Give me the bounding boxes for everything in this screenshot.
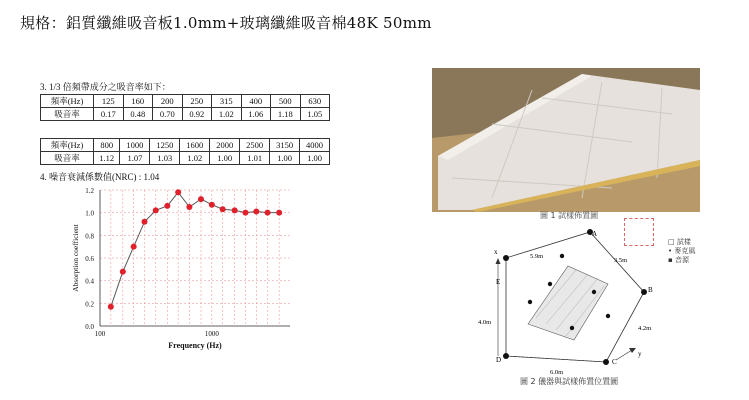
table-cell: 0.17 bbox=[94, 108, 124, 121]
row-header: 頻率(Hz) bbox=[41, 95, 94, 108]
sample-photo bbox=[432, 68, 700, 212]
row-header: 頻率(Hz) bbox=[41, 139, 94, 152]
absorption-chart bbox=[40, 180, 310, 355]
data-point bbox=[175, 189, 181, 195]
table-cell: 2000 bbox=[210, 139, 240, 152]
table-cell: 1.12 bbox=[94, 152, 120, 165]
y-axis-label: Absorption coefficient bbox=[71, 224, 80, 292]
table-row bbox=[41, 152, 330, 165]
data-point bbox=[198, 196, 204, 202]
data-point bbox=[220, 206, 226, 212]
y-tick-label: 0.0 bbox=[85, 323, 94, 331]
microphone-marker bbox=[570, 326, 574, 330]
dimension-top: 5.9m bbox=[530, 253, 544, 260]
table-cell: 1.18 bbox=[271, 108, 301, 121]
x-axis-label: Frequency (Hz) bbox=[168, 341, 222, 350]
dimension-right: 4.2m bbox=[638, 325, 652, 332]
data-point bbox=[276, 210, 282, 216]
sample-area bbox=[528, 266, 608, 340]
x-tick-label: 100 bbox=[94, 330, 106, 338]
microphone-marker bbox=[528, 300, 532, 304]
absorption-table-1 bbox=[40, 94, 330, 121]
table-cell: 1.00 bbox=[270, 152, 300, 165]
photo-caption: 圖 1 試樣佈置圖 bbox=[540, 211, 599, 220]
table-cell: 125 bbox=[94, 95, 124, 108]
y-tick-label: 0.6 bbox=[85, 255, 94, 263]
table-cell: 0.70 bbox=[153, 108, 183, 121]
y-tick-label: 1.0 bbox=[85, 209, 94, 218]
sample-photo-image bbox=[432, 68, 700, 212]
data-point bbox=[232, 207, 238, 213]
table-cell: 500 bbox=[271, 95, 301, 108]
y-axis-arrow bbox=[616, 350, 632, 360]
table-cell: 1.01 bbox=[240, 152, 270, 165]
table-cell: 1600 bbox=[180, 139, 210, 152]
sound-source-marker bbox=[503, 255, 509, 261]
table-cell: 1.02 bbox=[180, 152, 210, 165]
series-line bbox=[111, 192, 279, 306]
page-title: 規格：鋁質纖維吸音板1.0mm+玻璃纖維吸音棉48K 50mm bbox=[20, 14, 432, 32]
diagram-legend bbox=[668, 238, 695, 265]
data-point bbox=[265, 210, 271, 216]
dimension-left: 4.0m bbox=[478, 319, 492, 326]
data-point bbox=[108, 304, 114, 310]
axis-label-y: y bbox=[638, 350, 642, 358]
sound-source-marker bbox=[641, 289, 647, 295]
table-row bbox=[41, 95, 330, 108]
y-tick-label: 0.4 bbox=[85, 277, 94, 286]
legend-item-sample: □ 試樣 bbox=[668, 238, 691, 246]
data-point bbox=[253, 209, 259, 215]
table-cell: 3150 bbox=[270, 139, 300, 152]
data-point bbox=[209, 202, 215, 208]
y-tick-label: 1.2 bbox=[85, 187, 94, 195]
nrc-label: 4. 噪音衰減係數值(NRC) : 1.04 bbox=[40, 172, 160, 182]
point-label-b: B bbox=[648, 286, 653, 294]
table-cell: 400 bbox=[241, 95, 271, 108]
microphone-marker bbox=[560, 254, 564, 258]
data-point bbox=[186, 204, 192, 210]
x-tick-label: 1000 bbox=[204, 330, 219, 338]
sound-source-marker bbox=[603, 359, 609, 365]
table-cell: 0.92 bbox=[182, 108, 212, 121]
table-cell: 250 bbox=[182, 95, 212, 108]
y-tick-label: 0.8 bbox=[85, 232, 94, 241]
diagram-caption: 圖 2 儀器與試樣佈置位置圖 bbox=[520, 377, 619, 386]
table-cell: 160 bbox=[123, 95, 153, 108]
microphone-marker bbox=[606, 314, 610, 318]
room-layout-diagram bbox=[476, 228, 666, 378]
dimension-bottom: 6.0m bbox=[550, 369, 564, 376]
table-cell: 1.07 bbox=[120, 152, 150, 165]
sound-source-marker bbox=[503, 353, 509, 359]
table-cell: 2500 bbox=[240, 139, 270, 152]
point-label-d: D bbox=[496, 356, 502, 364]
table-cell: 1.05 bbox=[300, 108, 330, 121]
data-point bbox=[120, 269, 126, 275]
table-cell: 1.02 bbox=[212, 108, 242, 121]
table-cell: 1.00 bbox=[300, 152, 330, 165]
axis-label-x: x bbox=[494, 248, 498, 256]
table-cell: 1000 bbox=[120, 139, 150, 152]
point-label-e: E bbox=[496, 278, 501, 286]
data-point bbox=[153, 207, 159, 213]
y-tick-label: 0.2 bbox=[85, 300, 94, 309]
point-label-c: C bbox=[612, 358, 617, 366]
table-cell: 1.06 bbox=[241, 108, 271, 121]
absorption-table-2 bbox=[40, 138, 330, 165]
data-point bbox=[142, 219, 148, 225]
microphone-marker bbox=[548, 282, 552, 286]
point-label-a: A bbox=[592, 230, 598, 238]
data-point bbox=[131, 244, 137, 250]
row-header: 吸音率 bbox=[41, 108, 94, 121]
table-cell: 800 bbox=[94, 139, 120, 152]
table-cell: 0.48 bbox=[123, 108, 153, 121]
data-point bbox=[164, 203, 170, 209]
table-cell: 1.03 bbox=[150, 152, 180, 165]
table-cell: 1.00 bbox=[210, 152, 240, 165]
section-label: 3. 1/3 倍頻帶成分之吸音率如下： bbox=[40, 82, 171, 92]
table-cell: 630 bbox=[300, 95, 330, 108]
table-cell: 1250 bbox=[150, 139, 180, 152]
table-row bbox=[41, 108, 330, 121]
microphone-marker bbox=[592, 290, 596, 294]
table-cell: 200 bbox=[153, 95, 183, 108]
dimension-right-top: 3.5m bbox=[614, 257, 628, 264]
row-header: 吸音率 bbox=[41, 152, 94, 165]
table-cell: 315 bbox=[212, 95, 242, 108]
table-cell: 4000 bbox=[300, 139, 330, 152]
table-row bbox=[41, 139, 330, 152]
legend-item-source: ▪ 音源 bbox=[668, 256, 689, 264]
legend-item-microphone: • 麥克風 bbox=[668, 247, 696, 255]
data-point bbox=[242, 210, 248, 216]
